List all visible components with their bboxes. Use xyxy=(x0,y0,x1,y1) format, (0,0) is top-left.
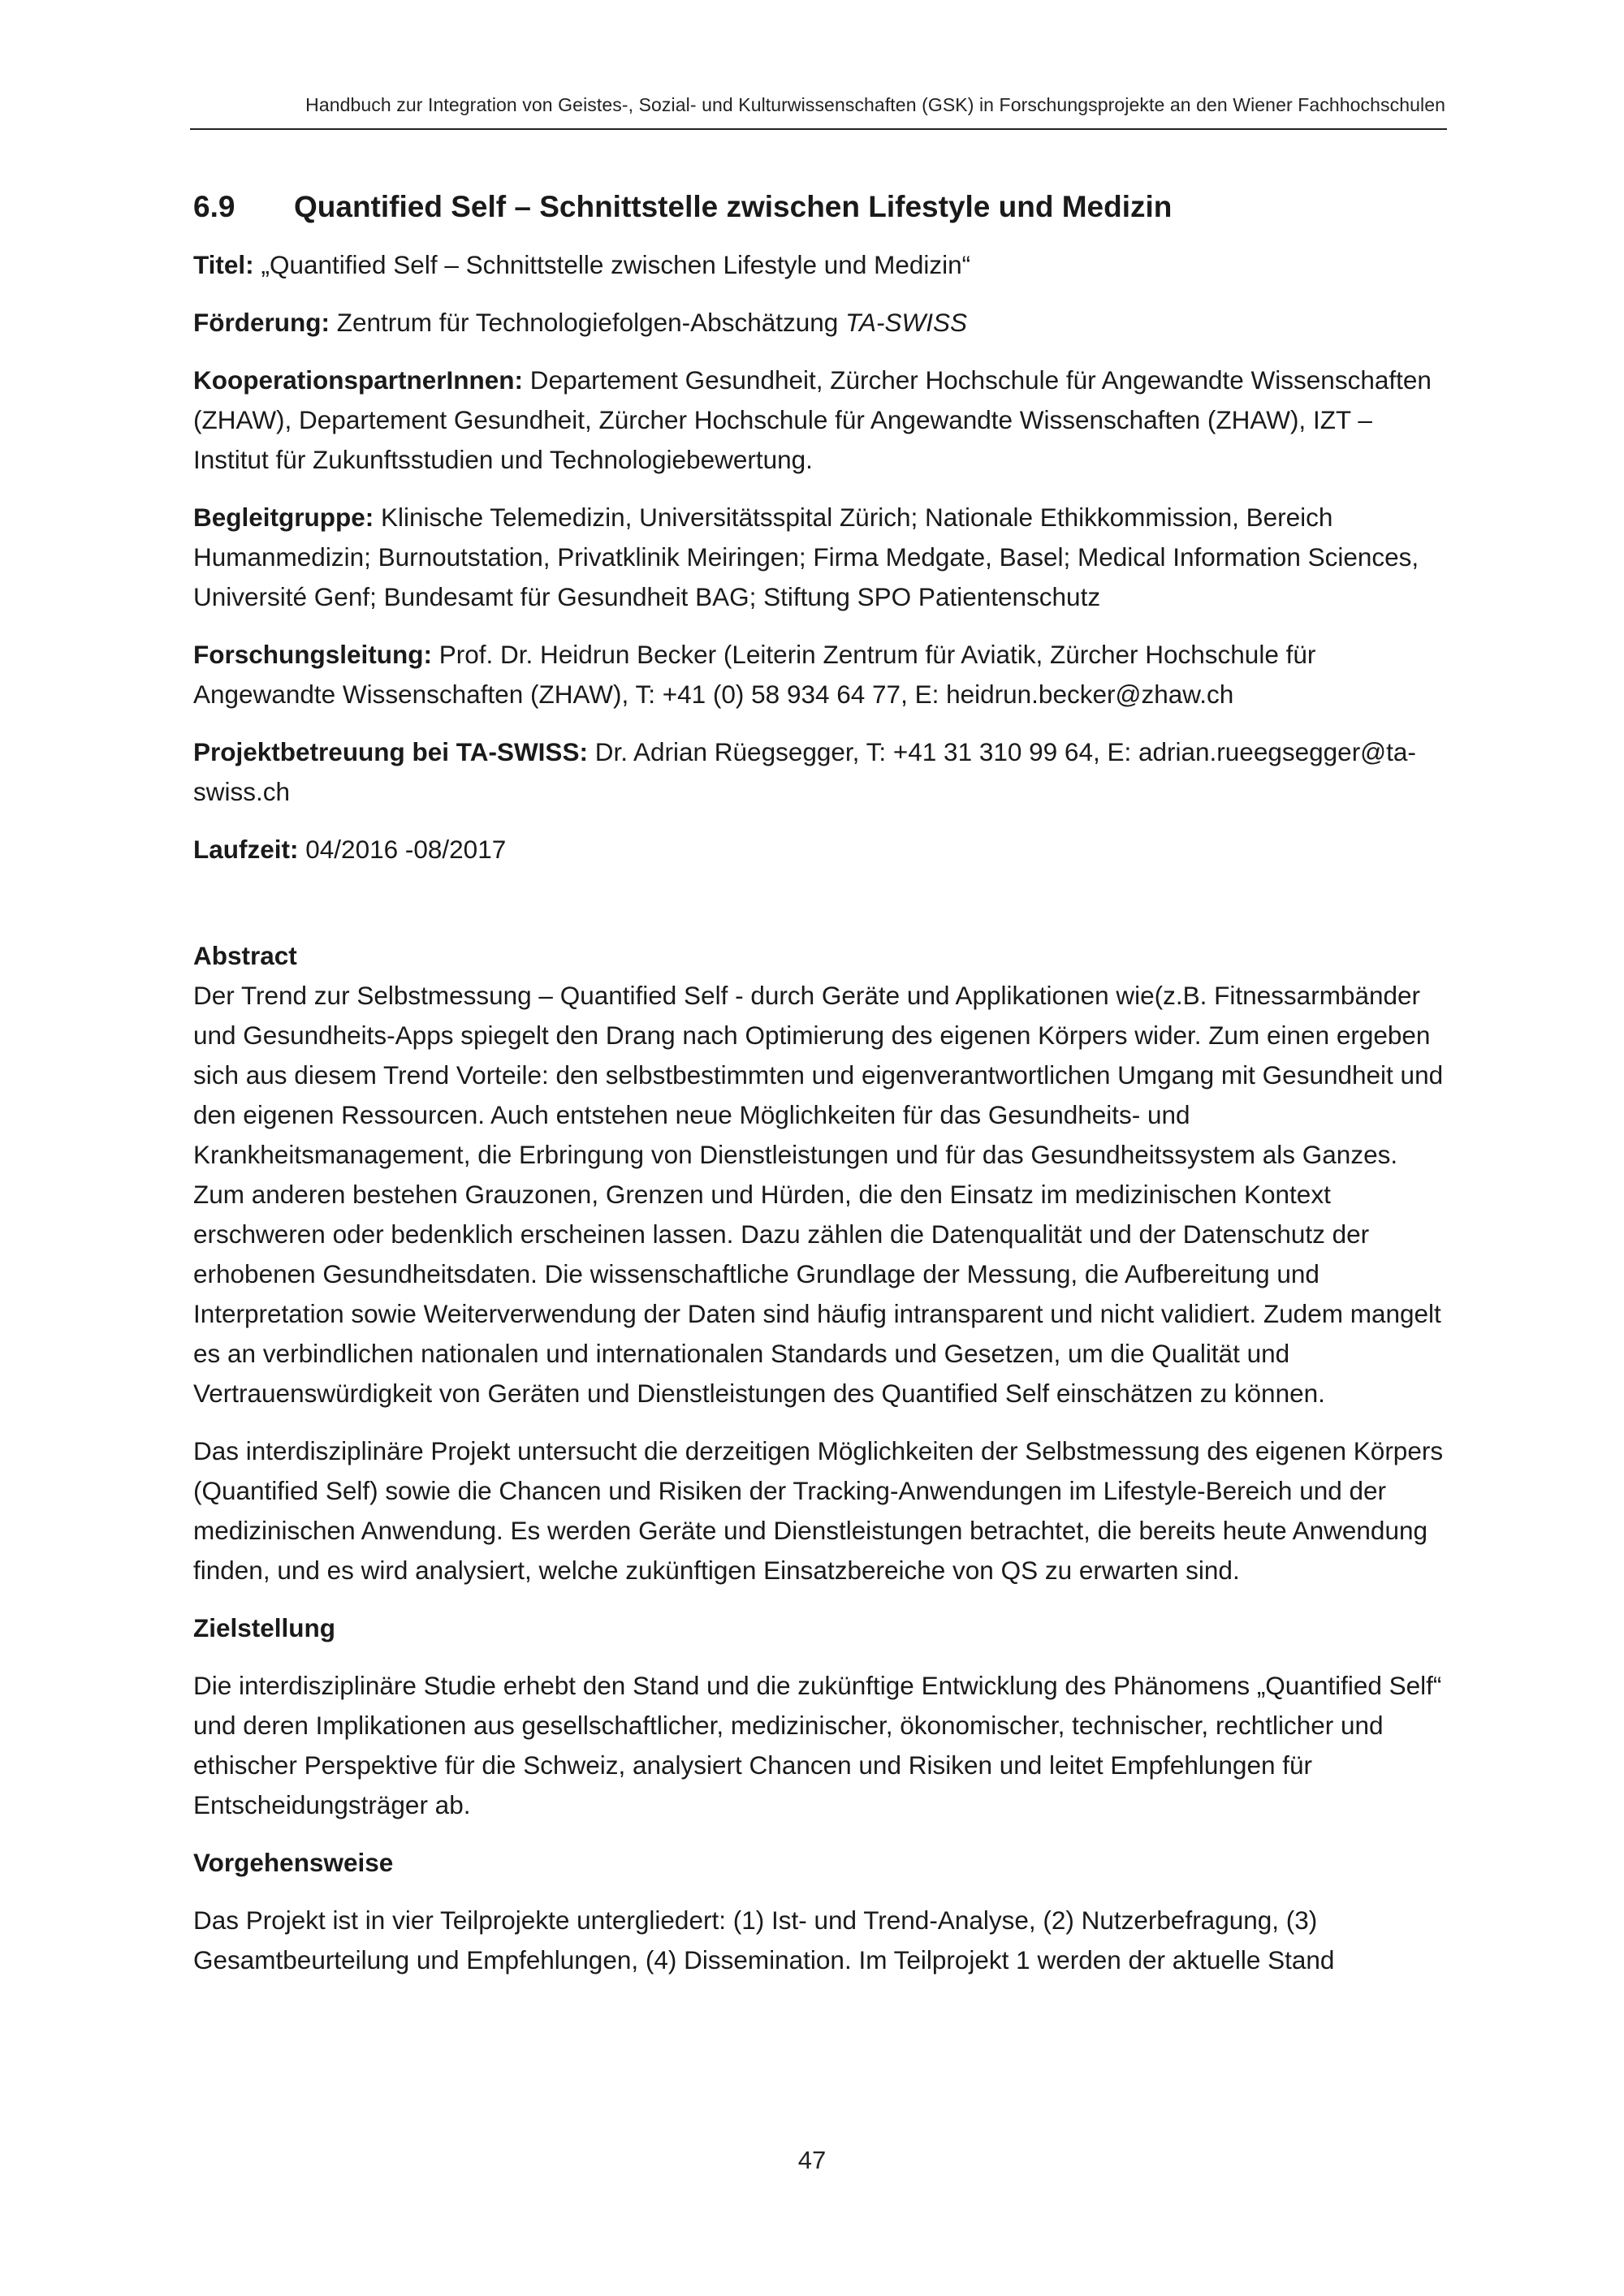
meta-label: Titel: xyxy=(193,250,254,279)
meta-projektbetreuung xyxy=(193,732,1444,812)
meta-value: „Quantified Self – Schnittstelle zwischen Lifestyle und Medizin“ xyxy=(261,250,971,279)
section-heading xyxy=(193,190,1444,224)
meta-label: Projektbetreuung bei TA-SWISS: xyxy=(193,737,588,766)
meta-label: Laufzeit: xyxy=(193,835,299,864)
vorgehensweise-heading: Vorgehensweise xyxy=(193,1848,394,1877)
abstract-paragraph-2: Das interdisziplinäre Projekt untersucht die derzeitigen Möglichkeiten der Selbstmessung des eigenen Körpers (Quantified Self) sowie die Chancen und Risiken der Tracking-Anwendungen im Lifestyle-Bereich und der medizinischen Anwendung. Es werden Geräte und Dienstleistungen betrachtet, die bereits heute Anwendung finden, und es wird analysiert, welche zukünftigen Einsatzbereiche von QS zu erwarten sind. xyxy=(193,1436,1444,1585)
section-title: Quantified Self – Schnittstelle zwischen Lifestyle und Medizin xyxy=(294,190,1173,223)
page-content xyxy=(193,190,1444,1998)
meta-titel xyxy=(193,245,1444,285)
abstract-heading: Abstract xyxy=(193,941,297,970)
zielstellung-heading: Zielstellung xyxy=(193,1613,336,1642)
meta-value-italic: TA-SWISS xyxy=(845,308,967,337)
meta-value: 04/2016 -08/2017 xyxy=(305,835,507,864)
abstract-paragraph-1: Der Trend zur Selbstmessung – Quantified Self - durch Geräte und Applikationen wie(z.B. Fitnessarmbänder und Gesundheits-Apps spiegelt den Drang nach Optimierung des eigenen Körpers wider. Zum einen ergeben sich aus diesem Trend Vorteile: den selbstbestimmten und eigenverantwortlichen Umgang mit Gesundheit und den eigenen Ressourcen. Auch entstehen neue Möglichkeiten für das Gesundheits- und Krankheitsmanagement, die Erbringung von Dienstleistungen und für das Gesundheitssystem als Ganzes. Zum anderen bestehen Grauzonen, Grenzen und Hürden, die den Einsatz im medizinischen Kontext erschweren oder bedenklich erscheinen lassen. Dazu zählen die Datenqualität und der Datenschutz der erhobenen Gesundheitsdaten. Die wissenschaftliche Grundlage der Messung, die Aufbereitung und Interpretation sowie Weiterverwendung der Daten sind häufig intransparent und nicht validiert. Zudem mangelt es an verbindlichen nationalen und internationalen Standards und Gesetzen, um die Qualität und Vertrauenswürdigkeit von Geräten und Dienstleistungen des Quantified Self einschätzen zu können. xyxy=(193,981,1444,1408)
meta-value: Zentrum für Technologiefolgen-Abschätzung xyxy=(336,308,839,337)
meta-value: Departement Gesundheit, Zürcher Hochschule für Angewandte Wissenschaften (ZHAW), Departement Gesundheit, Zürcher Hochschule für Angewandte Wissenschaften (ZHAW), IZT – Institut für Zukunftsstudien und Technologiebewertung. xyxy=(193,365,1432,474)
meta-foerderung xyxy=(193,303,1444,343)
page-number: 47 xyxy=(797,2146,827,2174)
spacer xyxy=(193,887,1444,936)
meta-label: Förderung: xyxy=(193,308,330,337)
meta-label: KooperationspartnerInnen: xyxy=(193,365,524,395)
meta-kooperation xyxy=(193,360,1444,480)
running-header: Handbuch zur Integration von Geistes-, Sozial- und Kulturwissenschaften (GSK) in Forschungsprojekte an den Wiener Fachhochschulen xyxy=(305,94,1445,115)
meta-forschungsleitung xyxy=(193,635,1444,714)
section-number: 6.9 xyxy=(193,190,235,223)
meta-label: Forschungsleitung: xyxy=(193,640,432,669)
meta-begleitgruppe xyxy=(193,498,1444,617)
meta-laufzeit xyxy=(193,830,1444,870)
meta-value: Prof. Dr. Heidrun Becker (Leiterin Zentrum für Aviatik, Zürcher Hochschule für Angewandte Wissenschaften (ZHAW), T: +41 (0) 58 934 64 77, E: heidrun.becker@zhaw.ch xyxy=(193,640,1316,709)
meta-label: Begleitgruppe: xyxy=(193,503,374,532)
meta-value: Dr. Adrian Rüegsegger, T: +41 31 310 99 64, E: adrian.rueegsegger@ta-swiss.ch xyxy=(193,737,1416,806)
zielstellung-paragraph: Die interdisziplinäre Studie erhebt den Stand und die zukünftige Entwicklung des Phänomens „Quantified Self“ und deren Implikationen aus gesellschaftlicher, medizinischer, ökonomischer, technischer, rechtlicher und ethischer Perspektive für die Schweiz, analysiert Chancen und Risiken und leitet Empfehlungen für Entscheidungsträger ab. xyxy=(193,1671,1442,1819)
vorgehensweise-paragraph: Das Projekt ist in vier Teilprojekte untergliedert: (1) Ist- und Trend-Analyse, (2) Nutzerbefragung, (3) Gesamtbeurteilung und Empfehlungen, (4) Dissemination. Im Teilprojekt 1 werden der aktuelle Stand xyxy=(193,1905,1335,1974)
header-rule xyxy=(190,128,1447,130)
meta-value: Klinische Telemedizin, Universitätsspital Zürich; Nationale Ethikkommission, Bereich Humanmedizin; Burnoutstation, Privatklinik Meiringen; Firma Medgate, Basel; Medical Information Sciences, Université Genf; Bundesamt für Gesundheit BAG; Stiftung SPO Patientenschutz xyxy=(193,503,1419,611)
